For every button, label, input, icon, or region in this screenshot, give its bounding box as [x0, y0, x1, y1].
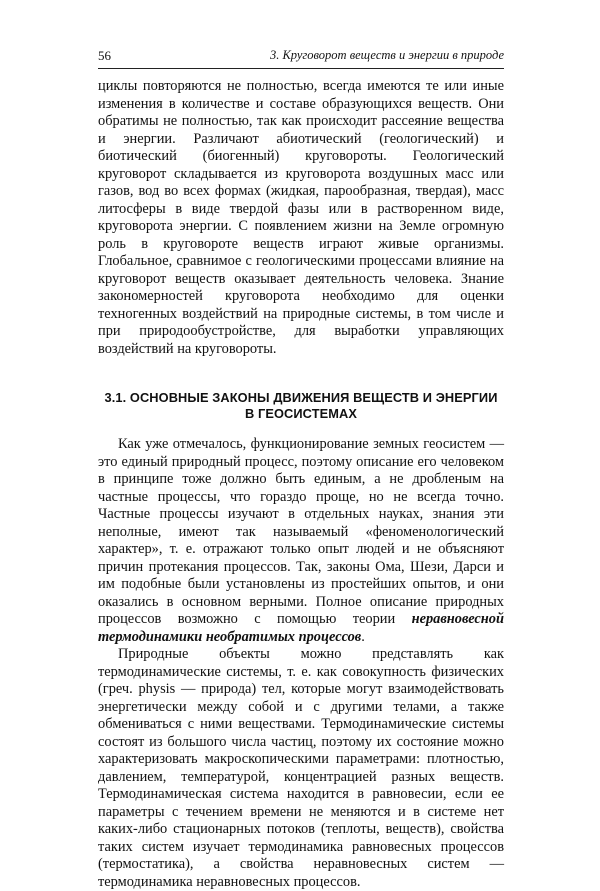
page-number: 56	[98, 48, 111, 63]
paragraph-geosystems-text: Как уже отмечалось, функционирование земных геосистем — это единый природный процесс, поэтому описание его человеком в принципе тоже должно быть единым, а не дробленым на частные процессы, что гораздо проще, но не всегда точно. Частные процессы изучают в отдельных науках, знания эти неполные, имеют так называемый «феноменологический характер», т. е. отражают только опыт людей и не объясняют причин протекания процессов. Так, законы Ома, Шези, Дарси и им подобные были установлены из простейших опытов, и они оказались в основном верными. Полное описание природных процессов возможно с помощью теории	[98, 436, 504, 627]
section-heading-line-2: В ГЕОСИСТЕМАХ	[245, 406, 357, 421]
paragraph-geosystems	[98, 436, 504, 646]
paragraph-thermodynamic-systems: Природные объекты можно представлять как термодинамические системы, т. е. как совокупность физических (греч. physis — природа) тел, которые могут взаимодействовать энергетически между собой и с другими телами, а также обмениваться с ними веществами. Термодинамические системы состоят из большого числа частиц, поэтому их состояние можно характеризовать макроскопическими параметрами: плотностью, давлением, температурой, концентрацией разных веществ. Термодинамическая система находится в равновесии, если ее параметры с течением времени не меняются и в системе нет каких-либо стационарных потоков (теплоты, веществ), свойства таких систем изучает термодинамика равновесных процессов (термостатика), а свойства неравновесных систем — термодинамика неравновесных процессов.	[98, 646, 504, 890]
paragraph-continuation: циклы повторяются не полностью, всегда имеются те или иные изменения в количестве и составе образующихся веществ. Они обратимы не полностью, так как происходит рассеяние вещества и энергии. Различают абиотический (геологический) и биотический (биогенный) круговороты. Геологический круговорот складывается из круговорота воздушных масс или газов, вод во всех формах (жидкая, парообразная, твердая), масс литосферы в виде твердой фазы или в растворенном виде, круговорота энергии. С появлением жизни на Земле огромную роль в круговороте веществ играют живые организмы. Глобальное, сравнимое с геологическими процессами влияние на круговорот веществ оказывает деятельность человека. Знание закономерностей круговорота необходимо для оценки техногенных воздействий на природные системы, в том числе и при природообустройстве, для выработки управляющих воздействий на круговороты.	[98, 78, 504, 357]
page-content	[98, 78, 504, 891]
section-heading-line-1: 3.1. ОСНОВНЫЕ ЗАКОНЫ ДВИЖЕНИЯ ВЕЩЕСТВ И ЭНЕРГИИ	[104, 390, 498, 405]
running-head: 3. Круговорот веществ и энергии в природе	[269, 48, 504, 62]
paragraph-geosystems-end: .	[361, 628, 365, 645]
emphasis-nonequilibrium-thermodynamics: неравновесной термодинамики необратимых процессов	[98, 611, 504, 645]
page-header	[98, 46, 504, 69]
section-heading	[98, 390, 504, 422]
